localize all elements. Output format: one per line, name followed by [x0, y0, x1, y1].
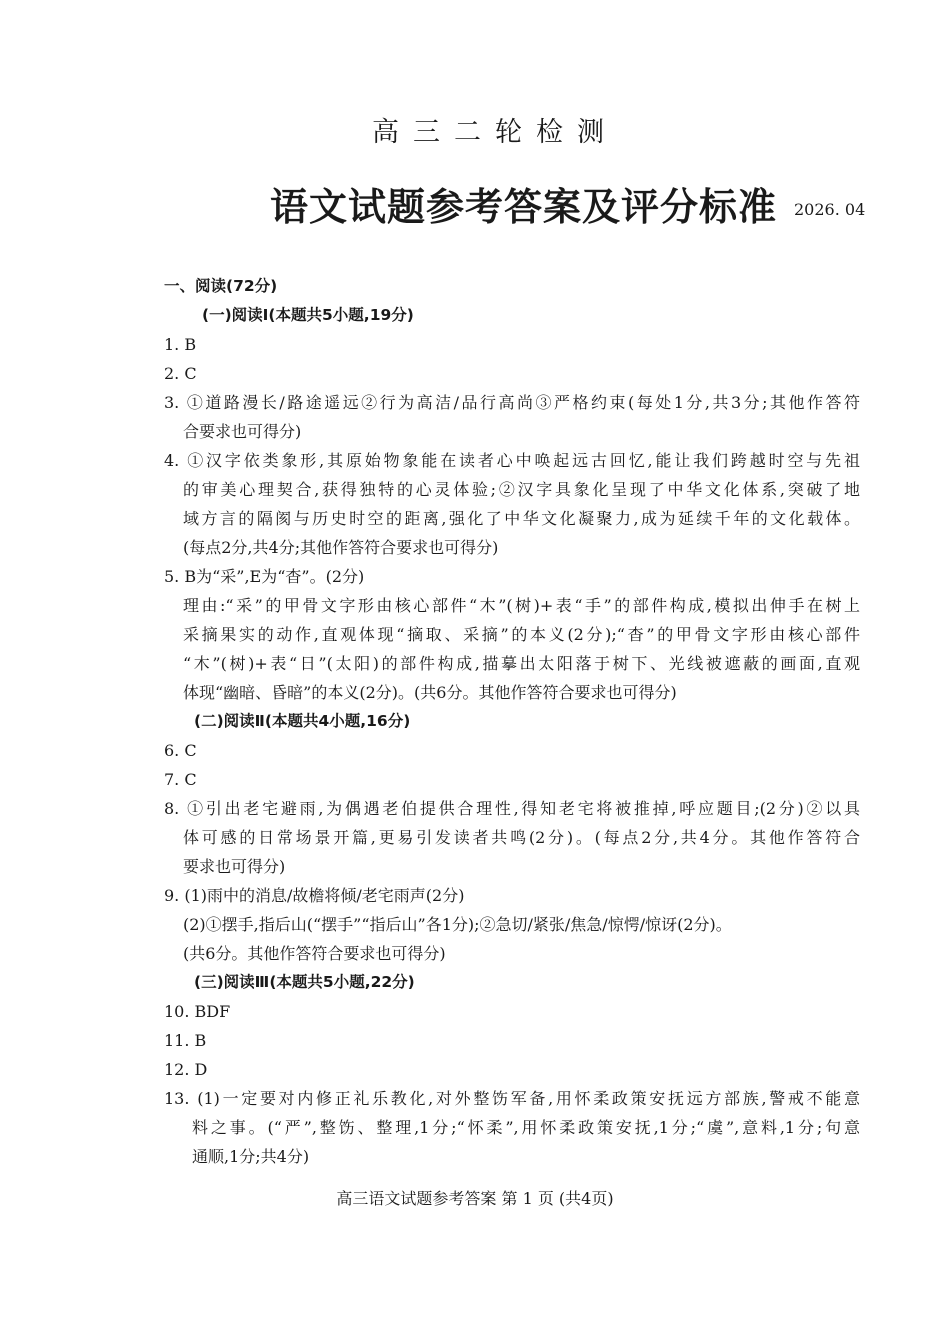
- answer-q2: 2. C: [164, 364, 197, 383]
- answer-q9: 9. (1)雨中的消息/故檐将倾/老宅雨声(2分): [164, 886, 465, 905]
- answer-q13-cont: 料之事。(“严”,整饬、整理,1分;“怀柔”,用怀柔政策安抚,1分;“虞”,意料,1分;句意: [192, 1118, 860, 1137]
- subsection-heading-2: (二)阅读Ⅱ(本题共4小题,16分): [194, 712, 411, 730]
- subsection-heading-1: (一)阅读Ⅰ(本题共5小题,19分): [202, 306, 414, 324]
- answer-q5-cont: 体现“幽暗、昏暗”的本义(2分)。(共6分。其他作答符合要求也可得分): [183, 683, 677, 702]
- document-title: 语文试题参考答案及评分标准: [270, 185, 778, 229]
- answer-q4: 4. ①汉字依类象形,其原始物象能在读者心中唤起远古回忆,能让我们跨越时空与先祖: [164, 451, 860, 470]
- answer-q9-cont: (共6分。其他作答符合要求也可得分): [183, 944, 446, 963]
- answer-q4-cont: 域方言的隔阂与历史时空的距离,强化了中华文化凝聚力,成为延续千年的文化载体。: [183, 509, 860, 528]
- answer-q3-cont: 合要求也可得分): [183, 422, 302, 441]
- answer-q1: 1. B: [164, 335, 197, 354]
- answer-q13: 13. (1)一定要对内修正礼乐教化,对外整饬军备,用怀柔政策安抚远方部族,警戒不能意: [164, 1089, 860, 1108]
- answer-q8: 8. ①引出老宅避雨,为偶遇老伯提供合理性,得知老宅将被推掉,呼应题目;(2分)②以具: [164, 799, 860, 818]
- answer-q11: 11. B: [164, 1031, 207, 1050]
- subsection-heading-3: (三)阅读Ⅲ(本题共5小题,22分): [194, 973, 415, 991]
- answer-q10: 10. BDF: [164, 1002, 231, 1021]
- answer-q9-cont: (2)①摆手,指后山(“摆手”“指后山”各1分);②急切/紧张/焦急/惊愕/惊讶(2分)。: [183, 915, 732, 934]
- answer-q8-cont: 体可感的日常场景开篇,更易引发读者共鸣(2分)。(每点2分,共4分。其他作答符合: [183, 828, 860, 847]
- answer-q4-cont: (每点2分,共4分;其他作答符合要求也可得分): [183, 538, 499, 557]
- answer-q5-cont: 采摘果实的动作,直观体现“摘取、采摘”的本义(2分);“杳”的甲骨文字形由核心部件: [183, 625, 860, 644]
- document-date: 2026. 04: [794, 200, 866, 219]
- answer-q6: 6. C: [164, 741, 197, 760]
- answer-q4-cont: 的审美心理契合,获得独特的心灵体验;②汉字具象化呈现了中华文化体系,突破了地: [183, 480, 860, 499]
- answer-q13-cont: 通顺,1分;共4分): [192, 1147, 310, 1166]
- answer-q5-cont: 理由:“采”的甲骨文字形由核心部件“木”(树)+表“手”的部件构成,模拟出伸手在树上: [183, 596, 860, 615]
- answer-q8-cont: 要求也可得分): [183, 857, 286, 876]
- page-footer: 高三语文试题参考答案 第 1 页 (共4页): [336, 1189, 614, 1208]
- section-heading-reading: 一、阅读(72分): [164, 277, 278, 295]
- answer-q12: 12. D: [164, 1060, 208, 1079]
- answer-q3: 3. ①道路漫长/路途遥远②行为高洁/品行高尚③严格约束(每处1分,共3分;其他作答符: [164, 393, 860, 412]
- answer-q5-cont: “木”(树)+表“日”(太阳)的部件构成,描摹出太阳落于树下、光线被遮蔽的画面,直观: [183, 654, 860, 673]
- answer-q7: 7. C: [164, 770, 197, 789]
- exam-subtitle: 高三二轮检测: [372, 117, 618, 148]
- answer-q5: 5. B为“采”,E为“杳”。(2分): [164, 567, 365, 586]
